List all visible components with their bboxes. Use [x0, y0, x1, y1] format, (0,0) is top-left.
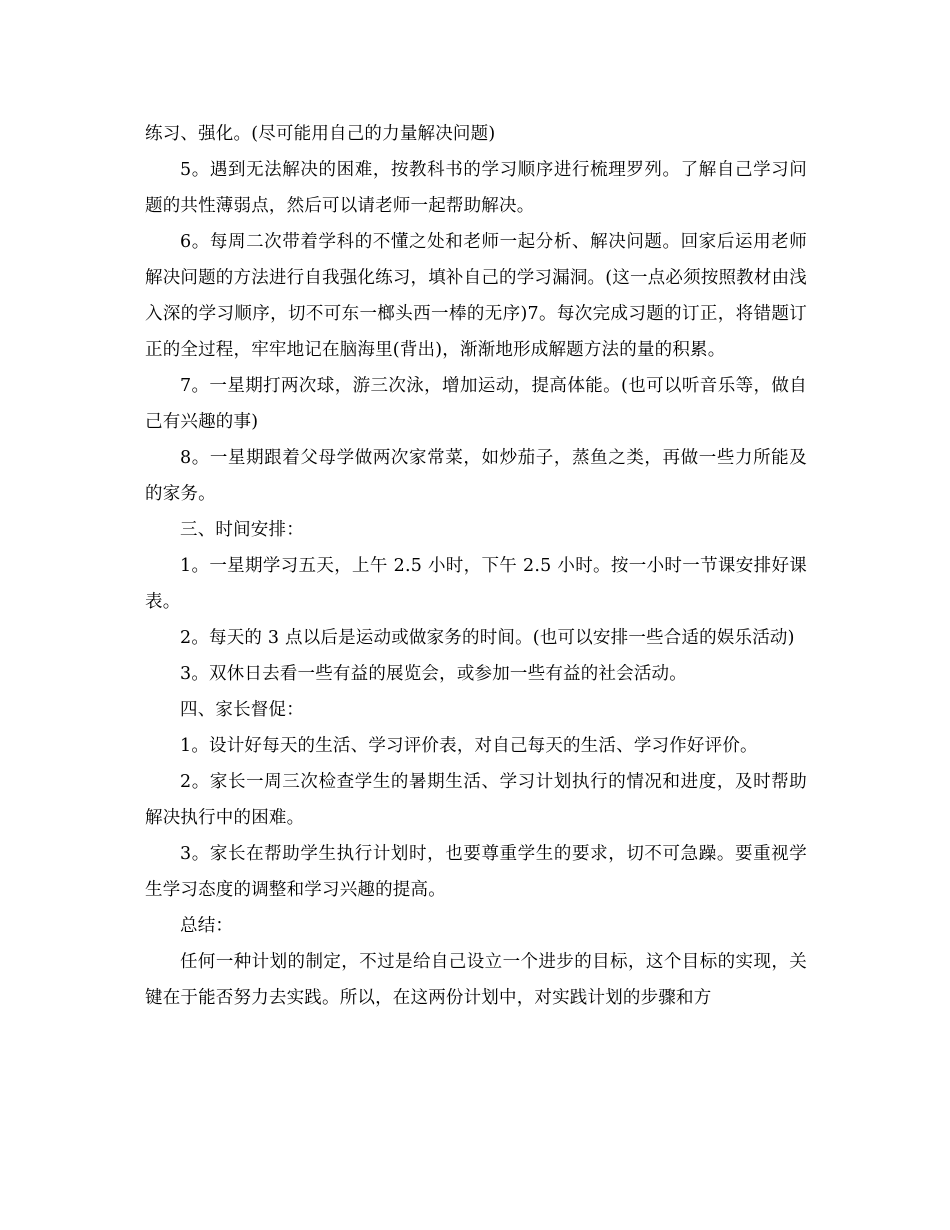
paragraph: 8。一星期跟着父母学做两次家常菜，如炒茄子，蒸鱼之类，再做一些力所能及的家务。	[145, 448, 807, 504]
paragraph: 2。每天的 3 点以后是运动或做家务的时间。(也可以安排一些合适的娱乐活动)	[180, 628, 795, 648]
paragraph: 3。双休日去看一些有益的展览会，或参加一些有益的社会活动。	[180, 664, 687, 684]
paragraph: 7。一星期打两次球，游三次泳，增加运动，提高体能。(也可以听音乐等，做自己有兴趣的事)	[145, 376, 807, 432]
paragraph: 总结：	[180, 916, 234, 936]
paragraph: 3。家长在帮助学生执行计划时，也要尊重学生的要求，切不可急躁。要重视学生学习态度的调整和学习兴趣的提高。	[145, 844, 807, 900]
paragraph: 练习、强化。(尽可能用自己的力量解决问题)	[145, 124, 496, 144]
paragraph: 5。遇到无法解决的困难，按教科书的学习顺序进行梳理罗列。了解自己学习问题的共性薄弱点，然后可以请老师一起帮助解决。	[145, 160, 807, 216]
document-body	[145, 116, 807, 1016]
paragraph: 6。每周二次带着学科的不懂之处和老师一起分析、解决问题。回家后运用老师解决问题的方法进行自我强化练习，填补自己的学习漏洞。(这一点必须按照教材由浅入深的学习顺序，切不可东一榔头西一棒的无序)7。每次完成习题的订正，将错题订正的全过程，牢牢地记在脑海里(背出)，渐渐地形成解题方法的量的积累。	[145, 232, 807, 360]
paragraph: 1。一星期学习五天，上午 2.5 小时，下午 2.5 小时。按一小时一节课安排好课表。	[145, 556, 807, 612]
paragraph: 四、家长督促：	[180, 700, 304, 720]
paragraph: 1。设计好每天的生活、学习评价表，对自己每天的生活、学习作好评价。	[180, 736, 758, 756]
paragraph: 三、时间安排：	[180, 520, 304, 540]
paragraph: 任何一种计划的制定，不过是给自己设立一个进步的目标，这个目标的实现，关键在于能否努力去实践。所以，在这两份计划中，对实践计划的步骤和方	[145, 952, 807, 1008]
paragraph: 2。家长一周三次检查学生的暑期生活、学习计划执行的情况和进度，及时帮助解决执行中的困难。	[145, 772, 807, 828]
